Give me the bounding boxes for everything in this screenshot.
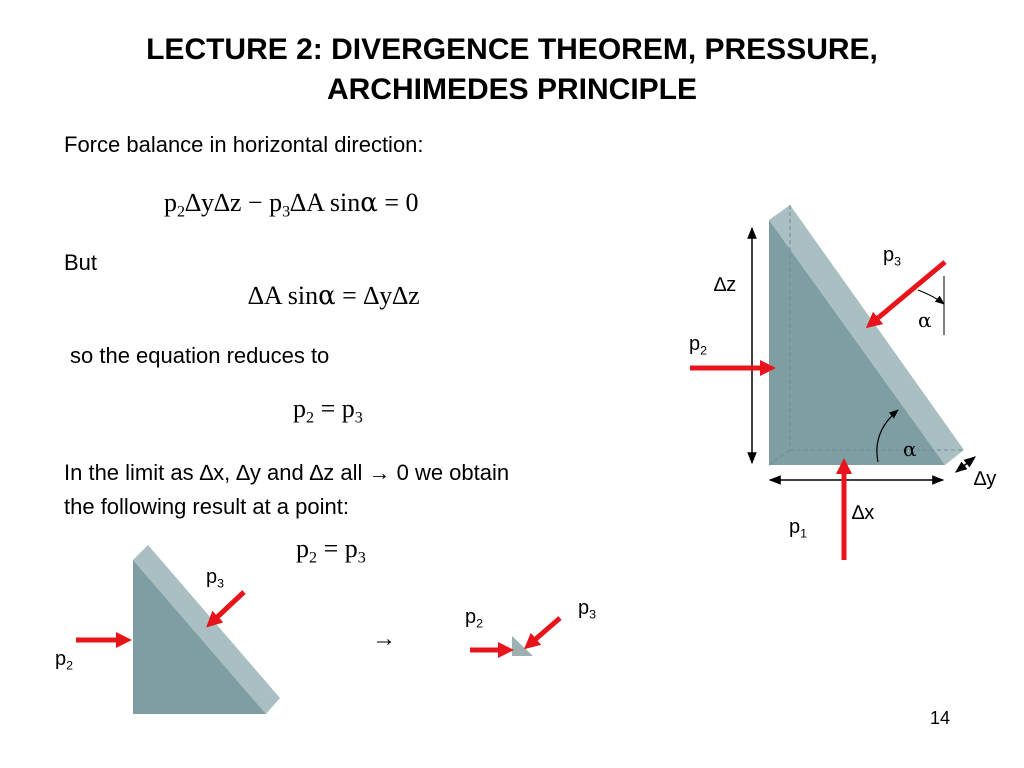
dz-label: ∆z — [714, 274, 737, 296]
equation-3: $p_2 = p_3$ — [293, 394, 363, 427]
p2-label-main: p — [689, 333, 701, 355]
alpha-label-bottom: α — [903, 437, 917, 461]
tiny-p3-arrow — [530, 618, 560, 644]
limit-text-line-2: the following result at a point: — [64, 494, 349, 519]
dy-dimension-arrow — [956, 457, 975, 472]
limit-text-line-1: In the limit as ∆x, ∆y and ∆z all → 0 we obtain — [64, 460, 510, 485]
small-p2-label-main: p — [55, 648, 67, 670]
small-p2-label — [55, 648, 73, 672]
tiny-p3-label — [578, 597, 596, 621]
p2-label — [689, 333, 707, 357]
tiny-p2-label — [465, 606, 483, 630]
small-p2-label-sub: 2 — [66, 658, 74, 673]
tiny-p2-label-main: p — [465, 606, 477, 628]
slide-number: 14 — [930, 708, 951, 728]
tiny-p2-label-sub: 2 — [476, 616, 484, 631]
dy-label: ∆y — [974, 468, 997, 490]
equation-4: $p_2 = p_3$ — [296, 534, 366, 567]
large-prism — [769, 205, 964, 465]
alpha-arc-top — [918, 290, 944, 304]
limit-arrow: → — [372, 626, 396, 652]
small-p3-label-main: p — [206, 566, 218, 588]
small-p3-label — [206, 566, 224, 590]
tiny-prism — [512, 636, 533, 656]
small-p3-label-sub: 3 — [217, 576, 225, 591]
p3-arrow — [872, 262, 945, 323]
p1-label — [789, 516, 807, 540]
tiny-p3-label-main: p — [578, 597, 590, 619]
force-balance-text: Force balance in horizontal direction: — [64, 132, 424, 157]
title-line-1: LECTURE 2: DIVERGENCE THEOREM, PRESSURE, — [146, 33, 878, 66]
tiny-p3-label-sub: 3 — [589, 607, 597, 622]
p3-label-main: p — [883, 244, 895, 266]
alpha-label-top: α — [918, 308, 932, 332]
p1-label-main: p — [789, 516, 801, 538]
p3-label — [883, 244, 901, 268]
p2-label-sub: 2 — [700, 343, 708, 358]
equation-1: $p_2\Delta y\Delta z - p_3\Delta A$ sinα = 0 — [164, 188, 419, 221]
p1-label-sub: 1 — [800, 526, 808, 541]
equation-2: ∆A sinα = ∆y∆z — [248, 281, 420, 311]
dx-label: ∆x — [852, 502, 875, 524]
but-text: But — [64, 250, 98, 275]
small-p3-arrow — [212, 592, 244, 622]
p3-label-sub: 3 — [894, 254, 902, 269]
title-line-2: ARCHIMEDES PRINCIPLE — [326, 73, 698, 106]
tiny-prism-face — [512, 636, 533, 656]
reduces-text: so the equation reduces to — [70, 343, 330, 368]
